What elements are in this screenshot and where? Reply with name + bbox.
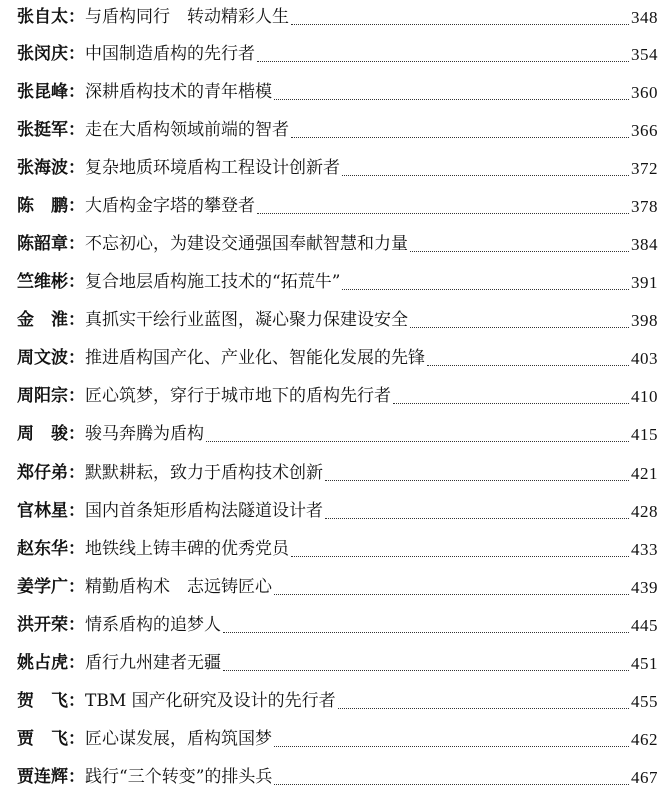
entry-page-number: 372 <box>631 158 658 178</box>
entry-page-number: 403 <box>631 349 658 369</box>
entry-separator: ： <box>68 272 85 293</box>
entry-separator: ： <box>68 614 85 635</box>
entry-title: TBM 国产化研究及设计的先行者 <box>85 691 336 712</box>
entry-title: 走在大盾构领域前端的智者 <box>85 119 289 140</box>
entry-page-number: 398 <box>631 311 658 331</box>
entry-page-number: 391 <box>631 273 658 293</box>
entry-title: 复合地层盾构施工技术的“拓荒牛” <box>85 272 341 293</box>
dot-leader <box>206 439 629 442</box>
dot-leader <box>274 592 629 595</box>
dot-leader <box>342 173 629 176</box>
entry-separator: ： <box>68 500 85 521</box>
entry-page-number: 421 <box>631 463 658 483</box>
entry-person-name: 竺维彬 <box>17 272 68 293</box>
dot-leader <box>338 706 629 709</box>
toc-entry[interactable] <box>17 111 658 149</box>
entry-title: 深耕盾构技术的青年楷模 <box>85 81 272 102</box>
entry-title: 盾行九州建者无疆 <box>85 653 221 674</box>
dot-leader <box>325 516 629 519</box>
entry-page-number: 428 <box>631 501 658 521</box>
entry-title: 大盾构金字塔的攀登者 <box>85 195 255 216</box>
entry-page-number: 415 <box>631 425 658 445</box>
entry-title: 推进盾构国产化、产业化、智能化发展的先锋 <box>85 348 425 369</box>
entry-person-name: 官林星 <box>17 500 68 521</box>
entry-title: 不忘初心，为建设交通强国奉献智慧和力量 <box>85 234 408 255</box>
dot-leader <box>291 22 629 25</box>
toc-entry[interactable] <box>17 568 658 606</box>
entry-title: 骏马奔腾为盾构 <box>85 424 204 445</box>
entry-title: 精勤盾构术 志远铸匠心 <box>85 576 272 597</box>
toc-entry[interactable] <box>17 73 658 111</box>
entry-page-number: 467 <box>631 768 658 788</box>
entry-separator: ： <box>68 767 85 788</box>
dot-leader <box>427 363 629 366</box>
dot-leader <box>410 249 629 252</box>
dot-leader <box>291 135 629 138</box>
entry-separator: ： <box>68 81 85 102</box>
entry-person-name: 金 淮 <box>17 310 68 331</box>
entry-title: 践行“三个转变”的排头兵 <box>85 767 273 788</box>
toc-entry[interactable] <box>17 645 658 683</box>
entry-separator: ： <box>68 538 85 559</box>
entry-page-number: 439 <box>631 577 658 597</box>
entry-person-name: 郑仔弟 <box>17 462 68 483</box>
entry-person-name: 张昆峰 <box>17 81 68 102</box>
entry-page-number: 366 <box>631 120 658 140</box>
entry-title: 国内首条矩形盾构法隧道设计者 <box>85 500 323 521</box>
entry-person-name: 赵东华 <box>17 538 68 559</box>
entry-title: 中国制造盾构的先行者 <box>85 43 255 64</box>
entry-person-name: 陈 鹏 <box>17 195 68 216</box>
dot-leader <box>291 554 629 557</box>
entry-page-number: 354 <box>631 44 658 64</box>
toc-entry[interactable] <box>17 721 658 759</box>
dot-leader <box>410 325 629 328</box>
dot-leader <box>325 478 629 481</box>
entry-person-name: 张闵庆 <box>17 43 68 64</box>
entry-title: 与盾构同行 转动精彩人生 <box>85 7 289 27</box>
entry-person-name: 洪开荣 <box>17 614 68 635</box>
entry-separator: ： <box>68 348 85 369</box>
entry-page-number: 348 <box>631 8 658 27</box>
entry-person-name: 张海波 <box>17 157 68 178</box>
dot-leader <box>257 59 629 62</box>
entry-person-name: 贾 飞 <box>17 729 68 750</box>
entry-title: 复杂地质环境盾构工程设计创新者 <box>85 157 340 178</box>
table-of-contents <box>17 0 658 797</box>
dot-leader <box>257 211 629 214</box>
entry-separator: ： <box>68 7 85 27</box>
entry-person-name: 周阳宗 <box>17 386 68 407</box>
toc-entry[interactable] <box>17 35 658 73</box>
dot-leader <box>342 287 629 290</box>
entry-separator: ： <box>68 157 85 178</box>
entry-separator: ： <box>68 653 85 674</box>
toc-entry[interactable] <box>17 416 658 454</box>
entry-page-number: 445 <box>631 615 658 635</box>
dot-leader <box>393 401 629 404</box>
dot-leader <box>274 744 629 747</box>
toc-entry[interactable] <box>17 0 658 35</box>
toc-entry[interactable] <box>17 225 658 263</box>
entry-page-number: 433 <box>631 539 658 559</box>
entry-title: 真抓实干绘行业蓝图，凝心聚力保建设安全 <box>85 310 408 331</box>
toc-entry[interactable] <box>17 340 658 378</box>
entry-separator: ： <box>68 462 85 483</box>
entry-title: 地铁线上铸丰碑的优秀党员 <box>85 538 289 559</box>
entry-separator: ： <box>68 310 85 331</box>
entry-separator: ： <box>68 119 85 140</box>
toc-entry[interactable] <box>17 492 658 530</box>
entry-title: 情系盾构的追梦人 <box>85 614 221 635</box>
toc-entry[interactable] <box>17 187 658 225</box>
dot-leader <box>223 668 629 671</box>
entry-person-name: 陈韶章 <box>17 234 68 255</box>
entry-person-name: 贺 飞 <box>17 691 68 712</box>
entry-page-number: 384 <box>631 235 658 255</box>
dot-leader <box>274 782 629 785</box>
entry-separator: ： <box>68 386 85 407</box>
entry-page-number: 451 <box>631 654 658 674</box>
toc-entry[interactable] <box>17 264 658 302</box>
entry-page-number: 455 <box>631 692 658 712</box>
entry-separator: ： <box>68 234 85 255</box>
entry-separator: ： <box>68 729 85 750</box>
entry-page-number: 360 <box>631 82 658 102</box>
toc-entry[interactable] <box>17 530 658 568</box>
entry-page-number: 462 <box>631 730 658 750</box>
entry-person-name: 周 骏 <box>17 424 68 445</box>
toc-entry[interactable] <box>17 606 658 644</box>
entry-separator: ： <box>68 576 85 597</box>
entry-person-name: 张挺军 <box>17 119 68 140</box>
entry-separator: ： <box>68 691 85 712</box>
toc-entry[interactable] <box>17 149 658 187</box>
entry-person-name: 贾连辉 <box>17 767 68 788</box>
entry-person-name: 姚占虎 <box>17 653 68 674</box>
dot-leader <box>274 97 629 100</box>
entry-person-name: 周文波 <box>17 348 68 369</box>
toc-entry[interactable] <box>17 378 658 416</box>
dot-leader <box>223 630 629 633</box>
entry-title: 默默耕耘，致力于盾构技术创新 <box>85 462 323 483</box>
entry-title: 匠心谋发展，盾构筑国梦 <box>85 729 272 750</box>
entry-page-number: 410 <box>631 387 658 407</box>
entry-separator: ： <box>68 195 85 216</box>
entry-title: 匠心筑梦，穿行于城市地下的盾构先行者 <box>85 386 391 407</box>
toc-entry[interactable] <box>17 759 658 797</box>
toc-entry[interactable] <box>17 683 658 721</box>
entry-separator: ： <box>68 424 85 445</box>
entry-person-name: 姜学广 <box>17 576 68 597</box>
entry-person-name: 张自太 <box>17 7 68 27</box>
toc-entry[interactable] <box>17 454 658 492</box>
entry-separator: ： <box>68 43 85 64</box>
entry-page-number: 378 <box>631 196 658 216</box>
toc-entry[interactable] <box>17 302 658 340</box>
